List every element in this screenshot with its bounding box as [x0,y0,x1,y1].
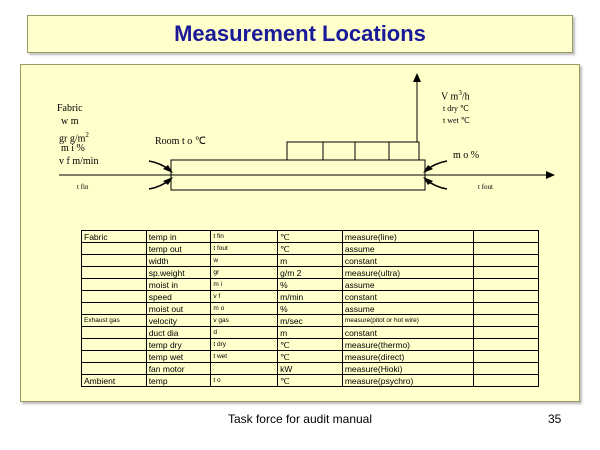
cell-blank [474,375,539,387]
cell-item: temp wet [146,351,211,363]
cell-method: measure(Hioki) [342,363,473,375]
cell-symbol: t o [211,375,278,387]
cell-method: constant [342,291,473,303]
moist-out-label: m o % [453,150,480,161]
room-temp-label: Room t o ℃ [155,136,206,147]
tdry-label: t dry ℃ [443,104,469,113]
page-title: Measurement Locations [174,21,426,46]
cell-group [82,363,147,375]
cell-group [82,243,147,255]
cell-blank [474,267,539,279]
exhaust-box-4 [389,142,419,160]
table-row [82,363,539,375]
cell-group [82,303,147,315]
cell-item: velocity [146,315,211,327]
cell-item: temp out [146,243,211,255]
table-row [82,231,539,243]
cell-group [82,255,147,267]
cell-group [82,339,147,351]
cell-symbol: v f [211,291,278,303]
cell-unit: ℃ [278,375,343,387]
footer-text: Task force for audit manual [227,412,373,426]
cell-symbol: t dry [211,339,278,351]
cell-group: Ambient [82,375,147,387]
cell-blank [474,279,539,291]
cell-unit: m/min [278,291,343,303]
cell-group [82,351,147,363]
cell-item: moist out [146,303,211,315]
cell-blank [474,231,539,243]
cell-item: speed [146,291,211,303]
cell-symbol: m i [211,279,278,291]
tfin-label: t fin [77,183,89,191]
table-row [82,255,539,267]
cell-blank [474,303,539,315]
cell-symbol: t fin [211,231,278,243]
cell-blank [474,291,539,303]
table-row [82,315,539,327]
cell-item: fan motor [146,363,211,375]
cell-blank [474,351,539,363]
cell-symbol: t wet [211,351,278,363]
measurement-table-body [82,231,539,387]
exhaust-volume-label: V $m^3/h$ [441,89,470,103]
cell-method: measure(line) [342,231,473,243]
cell-method: measure(thermo) [342,339,473,351]
cell-method: constant [342,327,473,339]
cell-method: constant [342,255,473,267]
cell-unit: ℃ [278,339,343,351]
title-box [27,15,573,53]
table-row [82,303,539,315]
exhaust-box-3 [355,142,389,160]
cell-group [82,291,147,303]
cell-item: temp in [146,231,211,243]
cell-group: Exhaust gas [82,315,147,327]
cell-symbol: v gas [211,315,278,327]
cell-item: width [146,255,211,267]
tfout-label: t fout [478,183,493,191]
exhaust-arrowhead [413,73,421,82]
cell-group [82,327,147,339]
fabric-heading: Fabric [57,103,83,114]
fabric-moist-label: m i % [61,143,85,154]
cell-item: moist in [146,279,211,291]
cell-group [82,279,147,291]
cell-method: measure(pitot or hot wire) [342,315,473,327]
cell-blank [474,255,539,267]
cell-symbol: w [211,255,278,267]
cell-method: measure(psychro) [342,375,473,387]
cell-unit: m [278,255,343,267]
cell-method: assume [342,243,473,255]
cell-unit: % [278,279,343,291]
cell-method: assume [342,279,473,291]
cell-symbol: d [211,327,278,339]
fabric-weight-label: gr $g/m^2$ [59,131,89,145]
table-row [82,291,539,303]
table-row [82,267,539,279]
content-panel [20,64,580,402]
cell-unit: ℃ [278,243,343,255]
table-row [82,243,539,255]
table-row [82,375,539,387]
cell-symbol: gr [211,267,278,279]
cell-unit: m/sec [278,315,343,327]
measurement-table [81,230,539,387]
cell-blank [474,363,539,375]
cell-method: measure(ultra) [342,267,473,279]
fabric-width-label: w m [61,116,79,127]
cell-blank [474,315,539,327]
cell-method: measure(direct) [342,351,473,363]
cell-item: temp [146,375,211,387]
fabric-arrowhead [546,171,555,179]
cell-item: temp dry [146,339,211,351]
cell-item: duct dia [146,327,211,339]
twet-label: t wet ℃ [443,116,470,125]
cell-unit: ℃ [278,351,343,363]
exhaust-box-2 [323,142,355,160]
cell-group [82,267,147,279]
cell-blank [474,327,539,339]
cell-unit: kW [278,363,343,375]
cell-group: Fabric [82,231,147,243]
cell-symbol: m o [211,303,278,315]
cell-symbol: t fout [211,243,278,255]
table-row [82,327,539,339]
cell-unit: g/m 2 [278,267,343,279]
exhaust-box-1 [287,142,323,160]
fabric-speed-label: v f m/min [59,156,99,167]
cell-blank [474,339,539,351]
cell-symbol [211,363,278,375]
cell-unit: % [278,303,343,315]
cell-unit: ℃ [278,231,343,243]
page-number: 35 [548,412,562,426]
cell-unit: m [278,327,343,339]
cell-item: sp.weight [146,267,211,279]
cell-method: assume [342,303,473,315]
table-row [82,339,539,351]
cell-blank [474,243,539,255]
table-row [82,351,539,363]
table-row [82,279,539,291]
